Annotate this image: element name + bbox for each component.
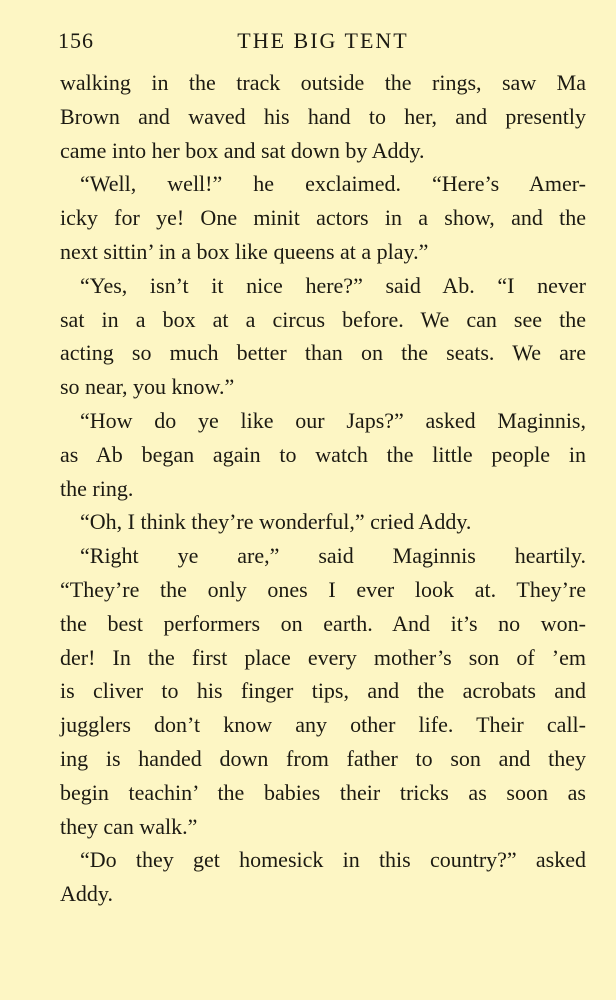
text-line: as Ab began again to watch the little people in [60,441,586,467]
text-line: acting so much better than on the seats. We are [60,340,586,366]
text-line: “They’re the only ones I ever look at. They’re [60,576,586,602]
text-line: “Oh, I think they’re wonderful,” cried Addy. [80,509,472,535]
text-line: came into her box and sat down by Addy. [60,137,425,163]
text-line: the ring. [60,475,134,501]
text-line: “Do they get homesick in this country?” asked [80,847,586,873]
text-line: they can walk.” [60,813,198,839]
text-line: begin teachin’ the babies their tricks as soon as [60,779,586,805]
body-text [60,66,586,911]
text-line: icky for ye! One minit actors in a show, and the [60,205,586,231]
text-line: is cliver to his finger tips, and the acrobats and [60,678,586,704]
text-line: “Well, well!” he exclaimed. “Here’s Amer- [80,171,586,197]
text-line: walking in the track outside the rings, saw Ma [60,70,586,95]
text-line: next sittin’ in a box like queens at a play.” [60,238,429,264]
running-title: THE BIG TENT [237,28,409,53]
text-line: Addy. [60,881,113,907]
text-line: Brown and waved his hand to her, and presently [60,103,586,129]
text-line: “Yes, isn’t it nice here?” said Ab. “I never [80,272,586,298]
text-line: the best performers on earth. And it’s no won- [60,610,586,636]
page-number: 156 [58,28,94,53]
text-line: der! In the first place every mother’s son of ’em [60,644,586,670]
text-line: “How do ye like our Japs?” asked Maginnis, [80,407,586,433]
text-line: so near, you know.” [60,374,235,400]
text-line: ing is handed down from father to son and they [60,745,586,771]
page-header [58,28,588,60]
text-line: “Right ye are,” said Maginnis heartily. [80,543,586,569]
text-line: jugglers don’t know any other life. Their call- [60,712,586,738]
text-line: sat in a box at a circus before. We can see the [60,306,586,332]
